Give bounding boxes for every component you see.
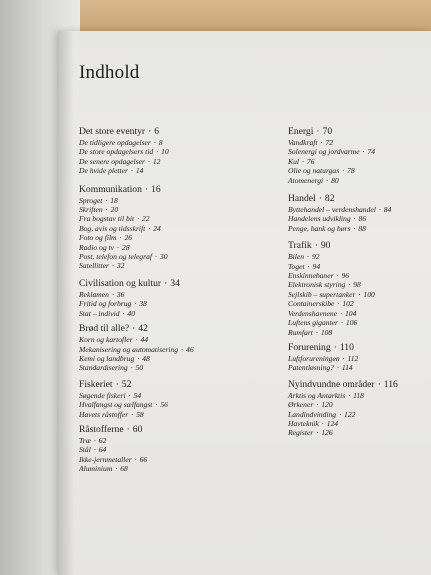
section-page-number: 116 — [383, 378, 398, 390]
dot-separator: · — [144, 183, 149, 195]
entry-title: Handelens udvikling — [288, 214, 351, 224]
page-title: Indhold — [79, 62, 140, 83]
toc-entry — [288, 318, 428, 327]
dot-separator: · — [314, 240, 318, 252]
dot-separator: · — [333, 341, 337, 353]
page-gutter-shadow — [58, 31, 74, 575]
section-title: Det store eventyr — [79, 126, 146, 137]
section-page-number: 34 — [170, 277, 180, 289]
toc-entry — [288, 262, 428, 271]
section-page-number: 52 — [121, 378, 132, 390]
entry-page-number: 102 — [342, 299, 354, 309]
toc-entry — [79, 214, 249, 223]
entry-title: De hvide pletter — [79, 166, 128, 176]
section-title: Kommunikation — [79, 183, 142, 195]
entry-page-number: 10 — [161, 147, 169, 157]
toc-section-heading — [79, 323, 249, 335]
toc-entry — [288, 138, 428, 147]
entry-page-number: 58 — [136, 409, 144, 419]
toc-entry — [79, 436, 249, 445]
section-page-number: 90 — [320, 240, 331, 252]
entry-title: Post, telefon og telegraf — [79, 252, 152, 262]
dot-separator: · — [126, 423, 130, 435]
toc-entry — [288, 428, 428, 437]
entry-title: Patentløsning? — [288, 363, 334, 373]
entry-title: Elektronisk styring — [288, 280, 346, 290]
dot-separator: · — [348, 280, 351, 290]
toc-entry — [79, 233, 249, 242]
toc-entry — [79, 196, 249, 205]
dot-separator: · — [148, 126, 152, 137]
dot-separator: · — [134, 454, 137, 464]
toc-entry — [79, 166, 249, 175]
entry-title: Kul — [288, 156, 299, 166]
dot-separator: · — [153, 138, 156, 147]
entry-title: Atomenergi — [288, 175, 324, 185]
entry-title: Reklamen — [79, 289, 109, 299]
toc-entry — [79, 445, 249, 454]
toc-section — [288, 240, 428, 337]
entry-page-number: 120 — [321, 400, 333, 410]
entry-page-number: 88 — [358, 223, 366, 233]
dot-separator: · — [105, 205, 108, 215]
dot-separator: · — [315, 327, 318, 337]
entry-title: Radio og tv — [79, 242, 115, 252]
toc-entry — [79, 147, 249, 156]
dot-separator: · — [156, 147, 159, 157]
dot-separator: · — [115, 378, 119, 390]
dot-separator: · — [128, 390, 131, 400]
dot-separator: · — [135, 335, 138, 345]
entry-page-number: 100 — [363, 289, 375, 299]
entry-title: Register — [288, 428, 314, 438]
dot-separator: · — [326, 175, 329, 185]
entry-page-number: 66 — [139, 454, 148, 464]
toc-section — [79, 323, 249, 373]
dot-separator: · — [117, 242, 119, 252]
entry-page-number: 104 — [344, 308, 357, 318]
toc-section — [79, 278, 249, 318]
entry-page-number: 12 — [152, 156, 161, 166]
toc-section-heading — [79, 184, 249, 196]
toc-section-heading — [79, 278, 249, 290]
dot-separator: · — [181, 344, 184, 354]
toc-entry — [288, 176, 428, 185]
entry-title: Ikke-jernmetaller — [79, 454, 132, 464]
toc-section — [79, 184, 249, 271]
entry-title: De tidligere opdagelser — [79, 138, 151, 147]
dot-separator: · — [130, 166, 133, 176]
toc-entry — [288, 363, 428, 372]
toc-section-heading — [288, 126, 428, 138]
toc-entry — [288, 290, 428, 299]
toc-entry — [79, 157, 249, 166]
section-title: Fiskeriet — [79, 378, 113, 390]
section-page-number: 70 — [322, 126, 333, 137]
section-title: Brød til alle? — [79, 323, 130, 335]
section-title: Råstofferne — [79, 423, 124, 435]
toc-entry — [79, 252, 249, 261]
dot-separator: · — [93, 435, 96, 445]
entry-title: Luftforureningen — [288, 353, 340, 363]
entry-page-number: 14 — [135, 166, 144, 176]
toc-entry — [288, 166, 428, 175]
dot-separator: · — [147, 156, 150, 166]
toc-entry — [79, 363, 249, 372]
entry-page-number: 48 — [142, 353, 150, 363]
entry-page-number: 114 — [341, 363, 353, 373]
dot-separator: · — [131, 409, 134, 419]
dot-separator: · — [105, 195, 108, 205]
toc-entry — [288, 214, 428, 223]
entry-page-number: 54 — [133, 390, 142, 400]
dot-separator: · — [154, 252, 157, 262]
dot-separator: · — [358, 289, 361, 299]
toc-entry — [79, 345, 249, 354]
toc-entry — [288, 224, 428, 233]
entry-page-number: 74 — [367, 147, 376, 157]
entry-title: De store opdagelsers tid — [79, 147, 154, 157]
entry-title: Toget — [288, 261, 305, 271]
section-page-number: 42 — [138, 323, 148, 335]
dot-separator: · — [339, 409, 342, 419]
entry-title: Sejlskib – supertanker — [288, 289, 356, 299]
entry-page-number: 76 — [306, 156, 315, 166]
toc-entry — [288, 328, 428, 337]
dot-separator: · — [307, 261, 310, 271]
section-page-number: 16 — [151, 183, 161, 195]
toc-entry — [288, 157, 428, 166]
dot-separator: · — [316, 400, 319, 410]
entry-title: Korn og kartofler — [79, 335, 133, 345]
dot-separator: · — [164, 277, 168, 289]
toc-entry — [288, 354, 428, 363]
entry-page-number: 20 — [110, 205, 119, 215]
toc-entry — [79, 290, 249, 299]
toc-entry — [288, 205, 428, 214]
toc-left-column — [79, 126, 249, 474]
dot-separator: · — [122, 308, 125, 318]
dot-separator: · — [378, 205, 381, 215]
dot-separator: · — [316, 126, 320, 137]
toc-entry — [79, 299, 249, 308]
toc-section-heading — [288, 342, 428, 354]
toc-section-heading — [288, 193, 428, 205]
entry-title: Bilen — [288, 252, 305, 262]
entry-page-number: 118 — [353, 390, 364, 400]
entry-page-number: 106 — [345, 318, 358, 328]
toc-section-heading — [79, 379, 249, 391]
dot-separator: · — [137, 353, 140, 363]
entry-title: Rumfart — [288, 327, 313, 337]
entry-page-number: 26 — [124, 233, 133, 243]
entry-title: Olie og naturgas — [288, 166, 340, 176]
toc-entry — [288, 391, 428, 400]
entry-title: Hvalfangst og sælfangst — [79, 400, 153, 410]
toc-section-heading — [79, 424, 249, 436]
entry-page-number: 30 — [159, 252, 168, 262]
dot-separator: · — [93, 445, 96, 455]
entry-page-number: 8 — [158, 138, 163, 147]
toc-entry — [79, 309, 249, 318]
toc-entry — [79, 243, 249, 252]
dot-separator: · — [111, 261, 114, 271]
entry-title: Bog, avis og tidsskrift — [79, 223, 146, 233]
toc-entry — [288, 271, 428, 280]
toc-entry — [288, 419, 428, 428]
dot-separator: · — [320, 138, 323, 147]
toc-entry — [79, 410, 249, 419]
entry-title: Solenergi og jordvarme — [288, 147, 360, 157]
entry-title: Havets råstoffer — [79, 409, 129, 419]
toc-section-heading — [288, 240, 428, 252]
entry-page-number: 24 — [153, 223, 161, 233]
section-page-number: 82 — [324, 193, 335, 205]
dot-separator: · — [337, 299, 340, 309]
toc-entry — [288, 400, 428, 409]
toc-entry — [79, 354, 249, 363]
entry-page-number: 112 — [347, 353, 359, 363]
dot-separator: · — [148, 223, 151, 233]
section-page-number: 60 — [132, 423, 143, 435]
entry-title: Mekanisering og automatisering — [79, 344, 179, 354]
toc-section — [288, 342, 428, 373]
toc-entry — [79, 224, 249, 233]
toc-entry — [79, 138, 249, 147]
toc-section-heading — [288, 379, 428, 391]
dot-separator: · — [321, 418, 324, 428]
toc-entry — [79, 205, 249, 214]
entry-page-number: 50 — [135, 363, 144, 373]
entry-title: Verdenshavnene — [288, 308, 338, 318]
toc-entry — [79, 400, 249, 409]
dot-separator: · — [362, 147, 365, 157]
toc-entry — [79, 455, 249, 464]
entry-page-number: 38 — [139, 299, 147, 309]
entry-title: Penge, bank og børs — [288, 223, 351, 233]
toc-section — [79, 424, 249, 474]
dot-separator: · — [137, 214, 139, 224]
toc-section — [288, 193, 428, 233]
entry-page-number: 36 — [116, 289, 125, 299]
entry-page-number: 108 — [320, 327, 333, 337]
section-page-number: 110 — [339, 341, 354, 353]
entry-page-number: 40 — [127, 308, 135, 318]
dot-separator: · — [340, 308, 342, 318]
section-title: Trafik — [288, 240, 312, 252]
entry-title: Træ — [79, 435, 91, 445]
entry-title: Containerskibe — [288, 299, 335, 309]
dot-separator: · — [132, 323, 136, 335]
dot-separator: · — [301, 156, 304, 166]
dot-separator: · — [336, 271, 339, 281]
dot-separator: · — [307, 252, 309, 262]
entry-page-number: 122 — [344, 409, 356, 419]
toc-entry — [288, 252, 428, 261]
dot-separator: · — [115, 464, 118, 474]
dot-separator: · — [342, 166, 345, 176]
entry-page-number: 68 — [120, 464, 128, 474]
entry-page-number: 96 — [341, 271, 350, 281]
dot-separator: · — [130, 363, 133, 373]
entry-page-number: 22 — [141, 214, 150, 224]
toc-section — [79, 379, 249, 419]
entry-page-number: 98 — [353, 280, 361, 290]
entry-page-number: 86 — [358, 214, 367, 224]
toc-entry — [79, 261, 249, 270]
dot-separator: · — [111, 289, 114, 299]
entry-title: Arktis og Antarktis — [288, 390, 346, 400]
toc-entry — [288, 147, 428, 156]
section-title: Forurening — [288, 341, 331, 353]
entry-title: Kemi og landbrug — [79, 353, 135, 363]
entry-title: Søgende fiskeri — [79, 390, 126, 400]
entry-title: Stål — [79, 445, 91, 455]
entry-title: Fritid og forbrug — [79, 299, 132, 309]
entry-title: Vandkraft — [288, 138, 318, 147]
section-page-number: 6 — [154, 126, 160, 137]
toc-entry — [79, 335, 249, 344]
entry-page-number: 126 — [321, 428, 333, 438]
dot-separator: · — [155, 400, 158, 410]
entry-page-number: 56 — [160, 400, 168, 410]
entry-page-number: 72 — [325, 138, 334, 147]
dot-separator: · — [336, 363, 339, 373]
entry-title: Aluminium — [79, 464, 113, 474]
entry-title: Ørkener — [288, 400, 314, 410]
entry-page-number: 46 — [186, 344, 194, 354]
entry-page-number: 28 — [121, 242, 130, 252]
dot-separator: · — [342, 353, 345, 363]
dot-separator: · — [318, 193, 322, 205]
toc-entry — [288, 280, 428, 289]
entry-title: Standardisering — [79, 363, 128, 373]
entry-page-number: 94 — [312, 261, 321, 271]
entry-page-number: 124 — [326, 418, 339, 428]
toc-right-column — [288, 126, 428, 438]
entry-title: Enskinnebaner — [288, 271, 334, 281]
toc-entry — [79, 391, 249, 400]
section-title: Handel — [288, 193, 316, 205]
entry-title: Sproget — [79, 195, 103, 205]
section-title: Energi — [288, 126, 314, 137]
entry-page-number: 62 — [98, 435, 107, 445]
entry-title: Byttehandel – verdenshandel — [288, 205, 376, 215]
dot-separator: · — [341, 318, 343, 328]
toc-entry — [288, 299, 428, 308]
entry-page-number: 32 — [116, 261, 125, 271]
entry-title: Satellitter — [79, 261, 109, 271]
entry-page-number: 64 — [98, 445, 107, 455]
section-title: Nyindvundne områder — [288, 378, 375, 390]
dot-separator: · — [348, 390, 351, 400]
entry-title: Fra bogstav til bit — [79, 214, 135, 224]
entry-page-number: 18 — [110, 195, 118, 205]
toc-section — [288, 379, 428, 438]
entry-page-number: 84 — [383, 205, 392, 215]
dot-separator: · — [316, 428, 319, 438]
entry-title: Havteknik — [288, 418, 319, 428]
toc-entry — [288, 410, 428, 419]
dot-separator: · — [377, 378, 381, 390]
entry-title: Foto og film — [79, 233, 117, 243]
entry-page-number: 92 — [311, 252, 320, 262]
dot-separator: · — [353, 214, 356, 224]
dot-separator: · — [119, 233, 122, 243]
toc-section-heading — [79, 126, 249, 138]
entry-title: De senere opdagelser — [79, 156, 145, 166]
section-title: Civilisation og kultur — [79, 277, 162, 289]
toc-entry — [288, 309, 428, 318]
entry-title: Landindvinding — [288, 409, 337, 419]
entry-title: Skriften — [79, 205, 103, 215]
entry-title: Luftens giganter — [288, 318, 338, 328]
entry-page-number: 80 — [331, 175, 339, 185]
entry-title: Stat – individ — [79, 308, 120, 318]
entry-page-number: 78 — [347, 166, 355, 176]
toc-section — [288, 126, 428, 185]
toc-entry — [79, 464, 249, 473]
dot-separator: · — [353, 223, 356, 233]
dot-separator: · — [134, 299, 137, 309]
toc-section — [79, 126, 249, 176]
entry-page-number: 44 — [140, 335, 149, 345]
